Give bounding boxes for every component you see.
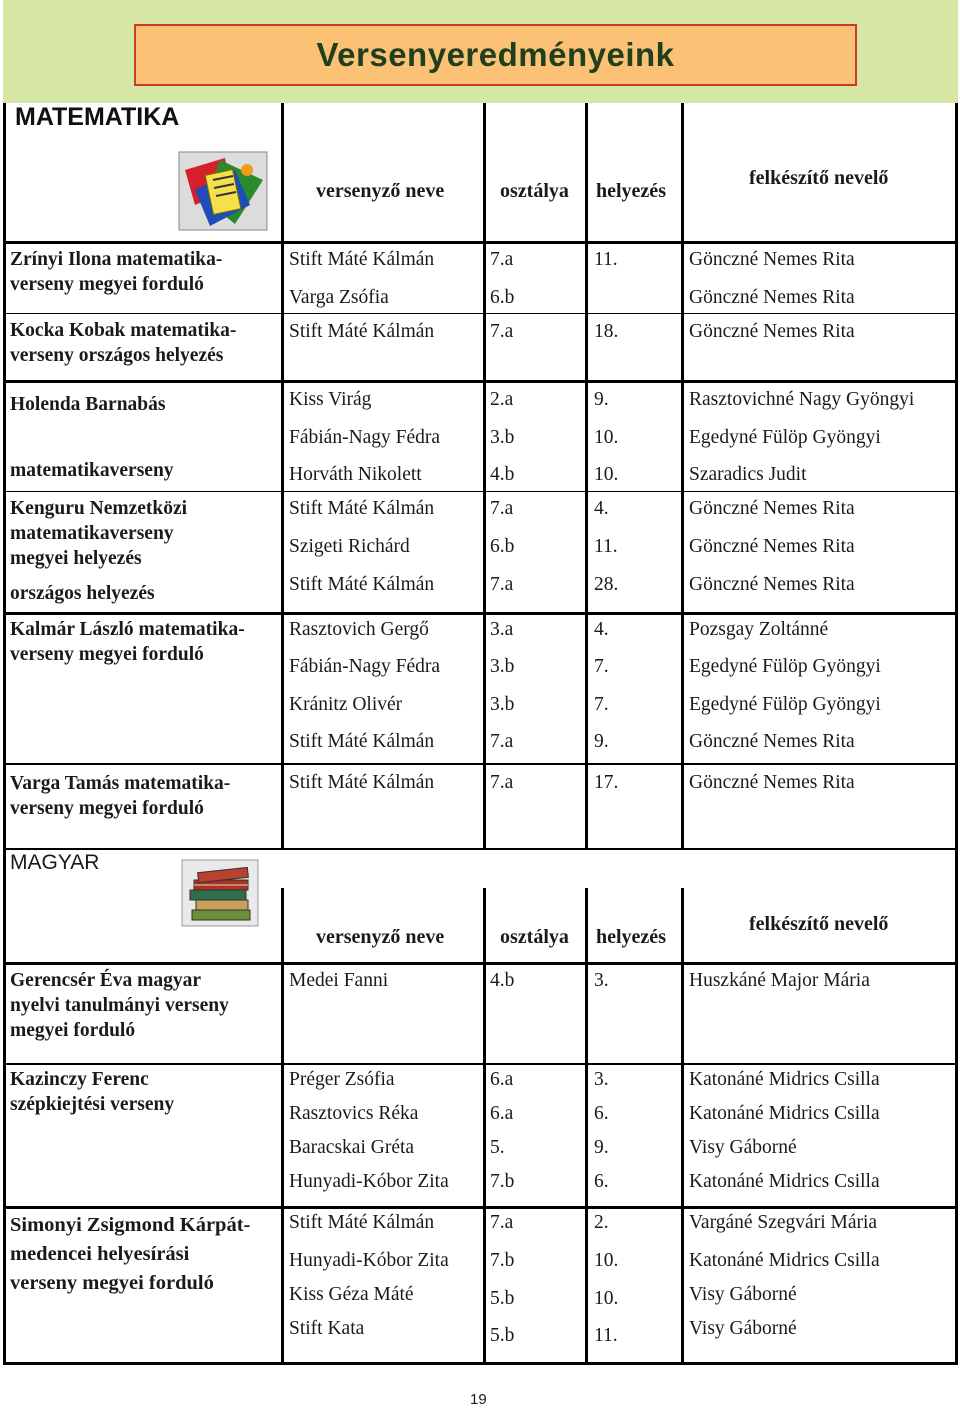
section-title-hungarian: MAGYAR xyxy=(10,851,100,874)
student-class: 3.b xyxy=(490,694,515,715)
student-class: 7.a xyxy=(490,731,514,752)
student-place: 11. xyxy=(594,1325,618,1346)
competition-label xyxy=(10,247,280,297)
competition-name: Zrínyi Ilona matematika- verseny megyei forduló xyxy=(10,249,223,295)
student-class: 3.b xyxy=(490,656,515,677)
competition-sublabel: országos helyezés xyxy=(10,583,155,604)
student-class: 7.a xyxy=(490,772,514,793)
student-place: 4. xyxy=(594,498,609,519)
student-teacher: Egedyné Fülöp Gyöngyi xyxy=(689,656,881,677)
student-name: Kiss Géza Máté xyxy=(289,1284,414,1305)
student-teacher: Szaradics Judit xyxy=(689,464,807,485)
student-name: Horváth Nikolett xyxy=(289,464,422,485)
col-header-place: helyezés xyxy=(596,180,666,202)
student-class: 6.a xyxy=(490,1069,514,1090)
student-name: Fábián-Nagy Fédra xyxy=(289,427,441,448)
student-teacher: Gönczné Nemes Rita xyxy=(689,249,855,270)
competition-name: Kazinczy Ferenc szépkiejtési verseny xyxy=(10,1069,175,1115)
competition-name: Holenda Barnabás matematikaverseny xyxy=(10,394,174,481)
col-header-class: osztálya xyxy=(500,926,569,948)
competition-name: Varga Tamás matematika- verseny megyei forduló xyxy=(10,773,231,819)
competition-label xyxy=(10,496,280,571)
student-class: 3.a xyxy=(490,619,514,640)
student-class: 7.b xyxy=(490,1171,515,1192)
student-teacher: Gönczné Nemes Rita xyxy=(689,321,855,342)
student-class: 7.a xyxy=(490,498,514,519)
student-place: 4. xyxy=(594,619,609,640)
student-name: Szigeti Richárd xyxy=(289,536,410,557)
student-name: Hunyadi-Kóbor Zita xyxy=(289,1171,449,1192)
competition-label xyxy=(10,318,280,368)
student-name: Fábián-Nagy Fédra xyxy=(289,656,441,677)
student-teacher: Katonáné Midrics Csilla xyxy=(689,1250,880,1271)
student-name: Stift Máté Kálmán xyxy=(289,574,435,595)
student-class: 7.b xyxy=(490,1250,515,1271)
student-class: 6.b xyxy=(490,287,515,308)
student-name: Medei Fanni xyxy=(289,970,389,991)
student-name: Stift Máté Kálmán xyxy=(289,498,435,519)
student-place: 3. xyxy=(594,970,609,991)
col-header-class: osztálya xyxy=(500,180,569,202)
competition-name: Kalmár László matematika- verseny megyei forduló xyxy=(10,619,245,665)
student-name: Stift Kata xyxy=(289,1318,365,1339)
student-place: 28. xyxy=(594,574,619,595)
student-teacher: Gönczné Nemes Rita xyxy=(689,731,855,752)
student-teacher: Katonáné Midrics Csilla xyxy=(689,1103,880,1124)
page-title: Versenyeredményeink xyxy=(316,36,675,73)
student-place: 10. xyxy=(594,464,619,485)
student-name: Stift Máté Kálmán xyxy=(289,731,435,752)
student-class: 6.b xyxy=(490,536,515,557)
student-place: 10. xyxy=(594,1250,619,1271)
col-header-name: versenyző neve xyxy=(316,180,445,202)
student-teacher: Gönczné Nemes Rita xyxy=(689,498,855,519)
student-place: 3. xyxy=(594,1069,609,1090)
col-header-teacher: felkészítő nevelő xyxy=(749,167,889,189)
student-class: 5.b xyxy=(490,1325,515,1346)
math-clipart-icon xyxy=(175,150,270,232)
student-place: 9. xyxy=(594,389,609,410)
student-teacher: Visy Gáborné xyxy=(689,1318,797,1339)
col-header-teacher: felkészítő nevelő xyxy=(749,913,889,935)
student-name: Kiss Virág xyxy=(289,389,372,410)
competition-label xyxy=(10,1211,280,1298)
student-name: Hunyadi-Kóbor Zita xyxy=(289,1250,449,1271)
student-class: 4.b xyxy=(490,464,515,485)
competition-name: Simonyi Zsigmond Kárpát- medencei helyesírási verseny megyei forduló xyxy=(10,1214,251,1294)
student-name: Stift Máté Kálmán xyxy=(289,772,435,793)
competition-name: Kenguru Nemzetközi matematikaverseny megyei helyezés xyxy=(10,498,188,569)
student-place: 11. xyxy=(594,536,618,557)
student-teacher: Gönczné Nemes Rita xyxy=(689,772,855,793)
competition-label xyxy=(10,388,280,487)
student-place: 11. xyxy=(594,249,618,270)
student-place: 9. xyxy=(594,1137,609,1158)
competition-name: Kocka Kobak matematika- verseny országos helyezés xyxy=(10,320,237,366)
student-class: 2.a xyxy=(490,389,514,410)
student-name: Préger Zsófia xyxy=(289,1069,395,1090)
student-teacher: Rasztovichné Nagy Gyöngyi xyxy=(689,389,915,410)
page-number: 19 xyxy=(470,1391,487,1408)
student-place: 2. xyxy=(594,1212,609,1233)
student-place: 17. xyxy=(594,772,619,793)
student-place: 10. xyxy=(594,427,619,448)
col-header-name: versenyző neve xyxy=(316,926,445,948)
student-name: Stift Máté Kálmán xyxy=(289,1212,435,1233)
student-place: 7. xyxy=(594,656,609,677)
student-name: Rasztovich Gergő xyxy=(289,619,429,640)
student-teacher: Katonáné Midrics Csilla xyxy=(689,1171,880,1192)
student-name: Varga Zsófia xyxy=(289,287,389,308)
student-place: 10. xyxy=(594,1288,619,1309)
student-place: 6. xyxy=(594,1171,609,1192)
page-title-box xyxy=(134,24,857,86)
competition-label xyxy=(10,617,280,667)
col-header-place: helyezés xyxy=(596,926,666,948)
student-teacher: Gönczné Nemes Rita xyxy=(689,287,855,308)
student-teacher: Huszkáné Major Mária xyxy=(689,970,870,991)
student-teacher: Egedyné Fülöp Gyöngyi xyxy=(689,427,881,448)
student-class: 5. xyxy=(490,1137,505,1158)
student-class: 7.a xyxy=(490,321,514,342)
student-teacher: Gönczné Nemes Rita xyxy=(689,574,855,595)
competition-label xyxy=(10,968,280,1043)
student-teacher: Vargáné Szegvári Mária xyxy=(689,1212,878,1233)
competition-label xyxy=(10,1067,280,1117)
student-place: 9. xyxy=(594,731,609,752)
student-name: Kránitz Olivér xyxy=(289,694,403,715)
student-class: 7.a xyxy=(490,1212,514,1233)
student-class: 6.a xyxy=(490,1103,514,1124)
student-teacher: Gönczné Nemes Rita xyxy=(689,536,855,557)
student-name: Stift Máté Kálmán xyxy=(289,321,435,342)
section-title-math: MATEMATIKA xyxy=(15,103,180,131)
student-teacher: Visy Gáborné xyxy=(689,1284,797,1305)
books-clipart-icon xyxy=(180,858,260,928)
student-teacher: Pozsgay Zoltánné xyxy=(689,619,829,640)
student-teacher: Katonáné Midrics Csilla xyxy=(689,1069,880,1090)
student-class: 7.a xyxy=(490,249,514,270)
student-name: Baracskai Gréta xyxy=(289,1137,415,1158)
student-name: Rasztovics Réka xyxy=(289,1103,419,1124)
student-class: 4.b xyxy=(490,970,515,991)
student-class: 7.a xyxy=(490,574,514,595)
student-place: 18. xyxy=(594,321,619,342)
student-teacher: Visy Gáborné xyxy=(689,1137,797,1158)
student-name: Stift Máté Kálmán xyxy=(289,249,435,270)
student-place: 6. xyxy=(594,1103,609,1124)
competition-name: Gerencsér Éva magyar nyelvi tanulmányi verseny megyei forduló xyxy=(10,970,229,1041)
student-class: 5.b xyxy=(490,1288,515,1309)
student-place: 7. xyxy=(594,694,609,715)
student-class: 3.b xyxy=(490,427,515,448)
student-teacher: Egedyné Fülöp Gyöngyi xyxy=(689,694,881,715)
competition-label xyxy=(10,771,280,821)
